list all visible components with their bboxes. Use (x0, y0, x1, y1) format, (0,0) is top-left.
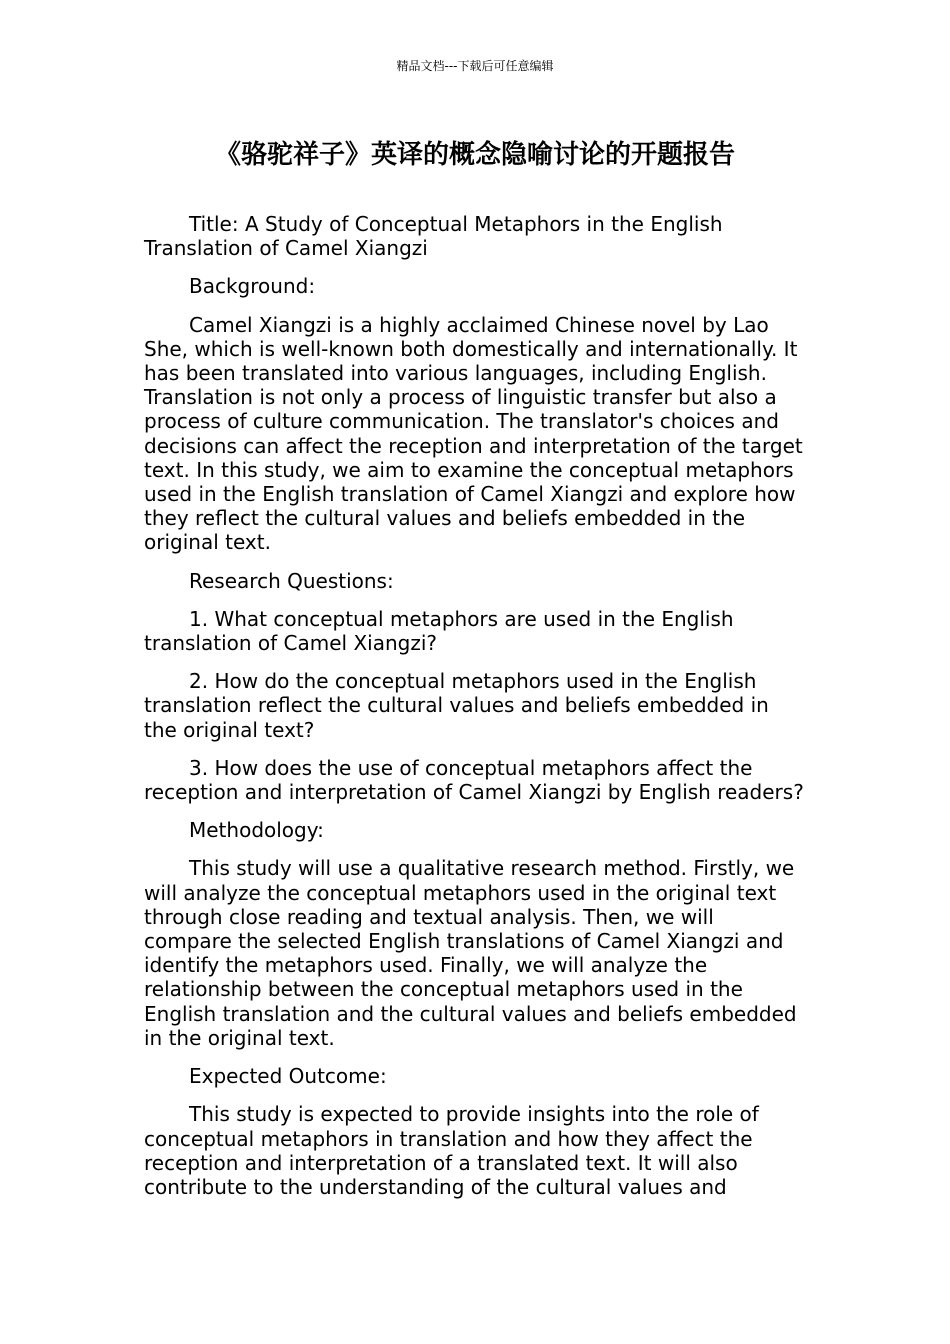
research-questions-heading: Research Questions: (189, 568, 394, 593)
expected-outcome-paragraph: This study is expected to provide insights into the role of conceptual metaphors in translation and how they affect the reception and interpretation of a translated text. It will also contribute to the understanding of the cultural values and (144, 1102, 759, 1199)
methodology-heading: Methodology: (189, 818, 324, 843)
expected-outcome-heading: Expected Outcome: (189, 1064, 387, 1089)
document-title: 《骆驼祥子》英译的概念隐喻讨论的开题报告 (214, 140, 735, 170)
title-paragraph: Title: A Study of Conceptual Metaphors in the English Translation of Camel Xiangzi (144, 212, 723, 261)
background-heading: Background: (189, 274, 316, 299)
document-body (144, 212, 806, 1213)
research-question-2: 2. How do the conceptual metaphors used in the English translation reflect the cultural values and beliefs embedded in the original text? (144, 669, 769, 742)
page-header-note: 精品文档---下载后可任意编辑 (396, 59, 554, 73)
research-question-3: 3. How does the use of conceptual metaphors affect the reception and interpretation of Camel Xiangzi by English readers? (144, 755, 804, 805)
methodology-paragraph: This study will use a qualitative research method. Firstly, we will analyze the conceptual metaphors used in the original text through close reading and textual analysis. Then, we will compare the selected English translations of Camel Xiangzi and identify the metaphors used. Finally, we will analyze the relationship between the conceptual metaphors used in the English translation and the cultural values and beliefs embedded in the original text. (144, 856, 797, 1050)
research-question-1: 1. What conceptual metaphors are used in the English translation of Camel Xiangzi? (144, 606, 734, 656)
background-paragraph: Camel Xiangzi is a highly acclaimed Chinese novel by Lao She, which is well-known both domestically and internationally. It has been translated into various languages, including English. Translation is not only a process of linguistic transfer but also a process of culture communication. The translator's choices and decisions can affect the reception and interpretation of the target text. In this study, we aim to examine the conceptual metaphors used in the English translation of Camel Xiangzi and explore how they reflect the cultural values and beliefs embedded in the original text. (144, 312, 803, 555)
